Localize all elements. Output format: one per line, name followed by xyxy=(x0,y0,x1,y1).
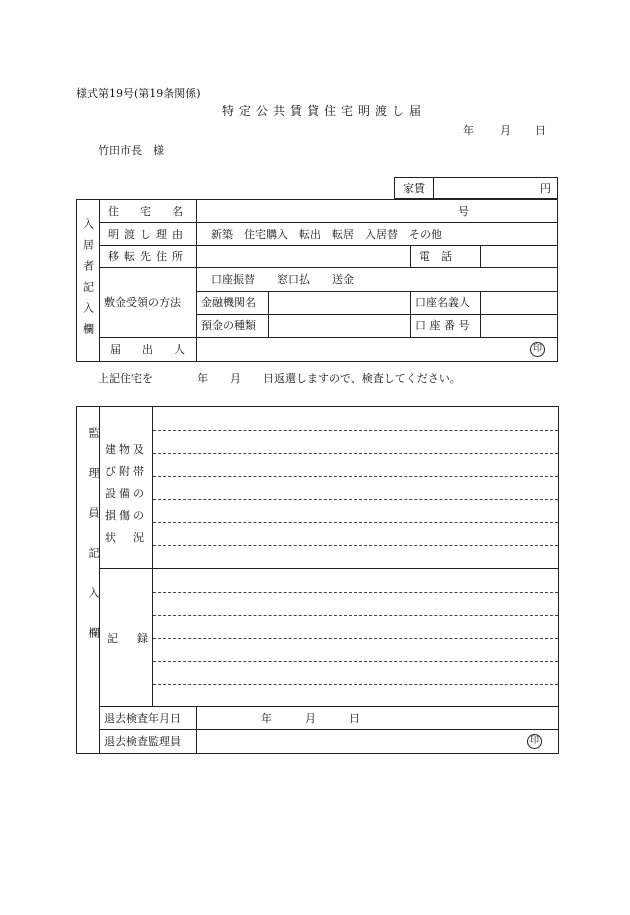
dashed-line xyxy=(153,638,558,639)
inspector-side-column xyxy=(77,407,100,753)
exit-date-label: 退去検査年月日 xyxy=(104,712,181,725)
dashed-line xyxy=(153,684,558,685)
record-notes-area[interactable] xyxy=(153,569,558,706)
housing-name-label: 住 宅 名 xyxy=(100,200,197,223)
addressee: 竹田市長 様 xyxy=(98,144,164,157)
bank-field[interactable] xyxy=(269,291,411,314)
page-title: 特定公共賃貸住宅明渡し届 xyxy=(222,104,427,118)
resident-side-label: 入居者記入欄 xyxy=(77,200,100,362)
phone-label: 電 話 xyxy=(411,246,481,268)
record-block xyxy=(99,569,558,707)
damage-label-line-2: び附帯 xyxy=(105,465,147,478)
reasons-options: 新築 住宅購入 転出 転居 入居替 その他 xyxy=(197,223,558,246)
dashed-line xyxy=(153,430,558,431)
deposit-type-label: 預金の種類 xyxy=(197,314,269,337)
damage-notes-area[interactable] xyxy=(153,407,558,568)
rent-unit: 円 xyxy=(434,178,558,199)
account-holder-label: 口座名義人 xyxy=(411,291,481,314)
seal-icon: 印 xyxy=(527,734,542,749)
exit-inspector-label: 退去検査監理員 xyxy=(104,735,181,748)
return-statement: 上記住宅を 年 月 日返還しますので、検査してください。 xyxy=(98,372,461,385)
dashed-line xyxy=(153,476,558,477)
dashed-line xyxy=(153,545,558,546)
account-number-label: 口 座 番 号 xyxy=(411,314,481,337)
deposit-type-field[interactable] xyxy=(269,314,411,337)
rent-label: 家賃 xyxy=(395,178,434,199)
dashed-line xyxy=(153,615,558,616)
rent-box xyxy=(394,177,558,199)
exit-inspector-row xyxy=(99,730,558,753)
date-month: 月 xyxy=(500,124,511,137)
forwarding-address-field[interactable] xyxy=(197,246,411,268)
damage-label-line-5: 状 況 xyxy=(105,531,147,544)
exit-date-row xyxy=(99,707,558,730)
damage-label-line-4: 損傷の xyxy=(105,509,147,522)
date-year: 年 xyxy=(463,124,474,137)
exit-date-value[interactable]: 年 月 日 xyxy=(261,712,360,725)
inspector-side-label xyxy=(77,427,99,667)
inspector-side-text: 監理員記入欄 xyxy=(87,427,100,667)
seal-icon: 印 xyxy=(530,342,545,357)
reason-label: 明渡し理由 xyxy=(100,223,197,246)
damage-label-line-1: 建物及 xyxy=(105,443,147,456)
date-day: 日 xyxy=(535,124,546,137)
dashed-line xyxy=(153,522,558,523)
damage-label-lines xyxy=(105,439,147,549)
dashed-line xyxy=(153,453,558,454)
record-label: 記 録 xyxy=(107,632,152,645)
refund-options: 口座振替 窓口払 送金 xyxy=(197,268,558,291)
resident-section xyxy=(76,199,558,362)
damage-block xyxy=(99,407,558,569)
forwarding-label: 移転先住所 xyxy=(100,246,197,268)
applicant-field[interactable] xyxy=(197,337,558,361)
number-suffix: 号 xyxy=(197,200,558,223)
refund-method-label: 敷金受領の方法 xyxy=(100,268,197,337)
exit-inspector-field[interactable] xyxy=(527,734,542,749)
exit-inspector-divider xyxy=(196,730,197,753)
record-label-cell xyxy=(99,569,153,706)
bank-label: 金融機関名 xyxy=(197,291,269,314)
account-holder-field[interactable] xyxy=(481,291,558,314)
inspector-section xyxy=(76,406,559,754)
account-number-field[interactable] xyxy=(481,314,558,337)
form-number: 様式第19号(第19条関係) xyxy=(76,87,201,100)
damage-label-cell xyxy=(99,407,153,568)
dashed-line xyxy=(153,661,558,662)
exit-date-divider xyxy=(196,707,197,729)
dashed-line xyxy=(153,592,558,593)
applicant-label: 届 出 人 xyxy=(100,337,197,361)
dashed-line xyxy=(153,499,558,500)
damage-label-line-3: 設備の xyxy=(105,487,147,500)
phone-field[interactable] xyxy=(481,246,558,268)
